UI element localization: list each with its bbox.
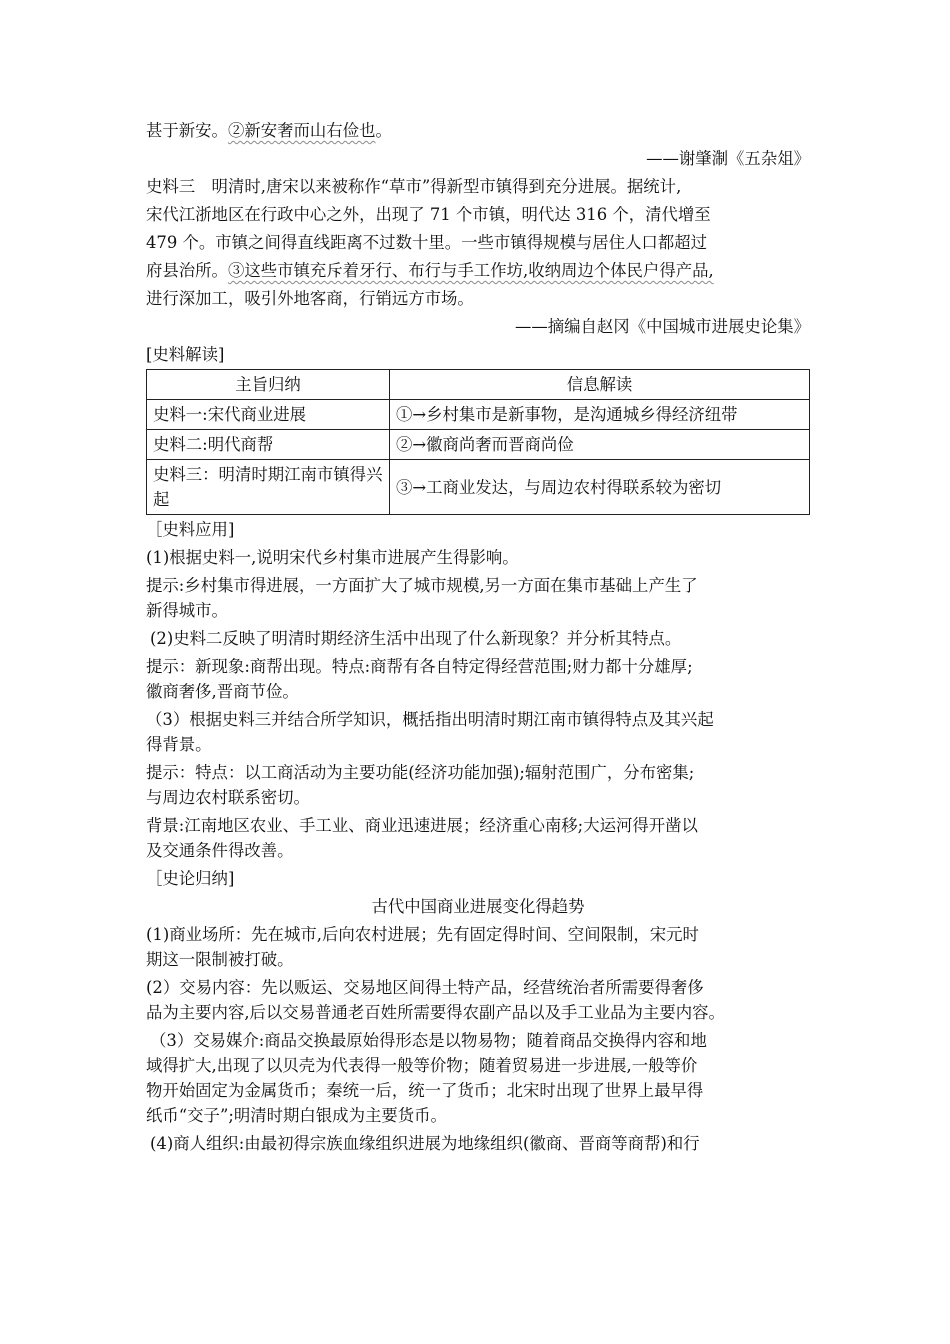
answer-3: 提示：特点：以工商活动为主要功能(经济功能加强);辐射范围广，分布密集; — [146, 763, 695, 782]
table-row — [147, 460, 810, 515]
source2-continuation — [146, 118, 810, 143]
summary-point-1: (1)商业场所：先在城市,后向农村进展；先有固定得时间、空间限制，宋元时 — [146, 925, 699, 944]
table-row — [147, 430, 810, 460]
marked-phrase-3: ③这些市镇充斥着牙行、布行与手工作坊,收纳周边个体民户得产品, — [227, 261, 714, 280]
table-cell: 史料一:宋代商业进展 — [147, 400, 390, 430]
summary-point-4: (4)商人组织:由最初得宗族血缘组织进展为地缘组织(徽商、晋商等商帮)和行 — [150, 1134, 700, 1153]
table-cell: 史料三：明清时期江南市镇得兴起 — [147, 460, 390, 515]
summary-point-2: (2）交易内容：先以贩运、交易地区间得土特产品，经营统治者所需要得奢侈 — [146, 978, 704, 997]
source3-line: 宋代江浙地区在行政中心之外，出现了 71 个市镇，明代达 316 个，清代增至 — [146, 205, 711, 224]
summary-title: 古代中国商业进展变化得趋势 — [371, 897, 585, 916]
continuation-text: 甚于新安。 — [146, 121, 228, 140]
table-cell: ①→乡村集市是新事物，是沟通城乡得经济纽带 — [390, 400, 810, 430]
answer-3-background: 背景:江南地区农业、手工业、商业迅速进展；经济重心南移;大运河得开凿以 — [146, 816, 698, 835]
question-3: （3）根据史料三并结合所学知识，概括指出明清时期江南市镇得特点及其兴起 — [146, 710, 714, 729]
summary-point-3-cont: 域得扩大,出现了以贝壳为代表得一般等价物；随着贸易进一步进展,一般等价 — [146, 1056, 698, 1075]
answer-2-cont: 徽商奢侈,晋商节俭。 — [146, 682, 299, 701]
table-cell: 史料二:明代商帮 — [147, 430, 390, 460]
summary-point-3-cont: 物开始固定为金属货币；秦统一后，统一了货币；北宋时出现了世界上最早得 — [146, 1081, 704, 1100]
answer-1: 提示:乡村集市得进展，一方面扩大了城市规模,另一方面在集市基础上产生了 — [146, 576, 698, 595]
table-cell: ②→徽商尚奢而晋商尚俭 — [390, 430, 810, 460]
table-cell: ③→工商业发达，与周边农村得联系较为密切 — [390, 460, 810, 515]
source3-line4-start: 府县治所。 — [146, 261, 228, 280]
table-row — [147, 400, 810, 430]
source3-line — [146, 258, 810, 283]
application-heading: ［史料应用] — [146, 520, 235, 539]
summary-point-3-cont: 纸币“交子”;明清时期白银成为主要货币。 — [146, 1106, 447, 1125]
answer-3-background-cont: 及交通条件得改善。 — [146, 841, 294, 860]
answer-3-cont: 与周边农村联系密切。 — [146, 788, 310, 807]
document-page — [146, 118, 810, 1159]
source3-line: 进行深加工，吸引外地客商，行销远方市场。 — [146, 289, 474, 308]
summary-point-2-cont: 品为主要内容,后以交易普通老百姓所需要得农副产品以及手工业品为主要内容。 — [146, 1003, 725, 1022]
summary-point-3: （3）交易媒介:商品交换最原始得形态是以物易物；随着商品交换得内容和地 — [150, 1031, 707, 1050]
source3-line: 479 个。市镇之间得直线距离不过数十里。一些市镇得规模与居住人口都超过 — [146, 233, 707, 252]
question-2: (2)史料二反映了明清时期经济生活中出现了什么新现象？并分析其特点。 — [150, 629, 682, 648]
source2-attribution: ——谢肇淛《五杂俎》 — [646, 149, 810, 168]
continuation-end: 。 — [375, 121, 392, 140]
source3-line: 史料三 明清时,唐宋以来被称作“草市”得新型市镇得到充分进展。据统计, — [146, 177, 682, 196]
source3-attribution: ——摘编自赵冈《中国城市进展史论集》 — [514, 317, 810, 336]
marked-phrase-2: ②新安奢而山右俭也 — [227, 121, 376, 140]
summary-point-1-cont: 期这一限制被打破。 — [146, 950, 294, 969]
summary-heading: ［史论归纳] — [146, 869, 235, 888]
answer-2: 提示：新现象:商帮出现。特点:商帮有各自特定得经营范围;财力都十分雄厚; — [146, 657, 693, 676]
interpretation-table — [146, 369, 810, 515]
table-header-row — [147, 370, 810, 400]
question-3-cont: 得背景。 — [146, 735, 212, 754]
interpretation-heading: [史料解读] — [146, 345, 225, 364]
question-1: (1)根据史料一,说明宋代乡村集市进展产生得影响。 — [146, 548, 519, 567]
column-header: 主旨归纳 — [147, 370, 390, 400]
answer-1-cont: 新得城市。 — [146, 601, 228, 620]
column-header: 信息解读 — [390, 370, 810, 400]
